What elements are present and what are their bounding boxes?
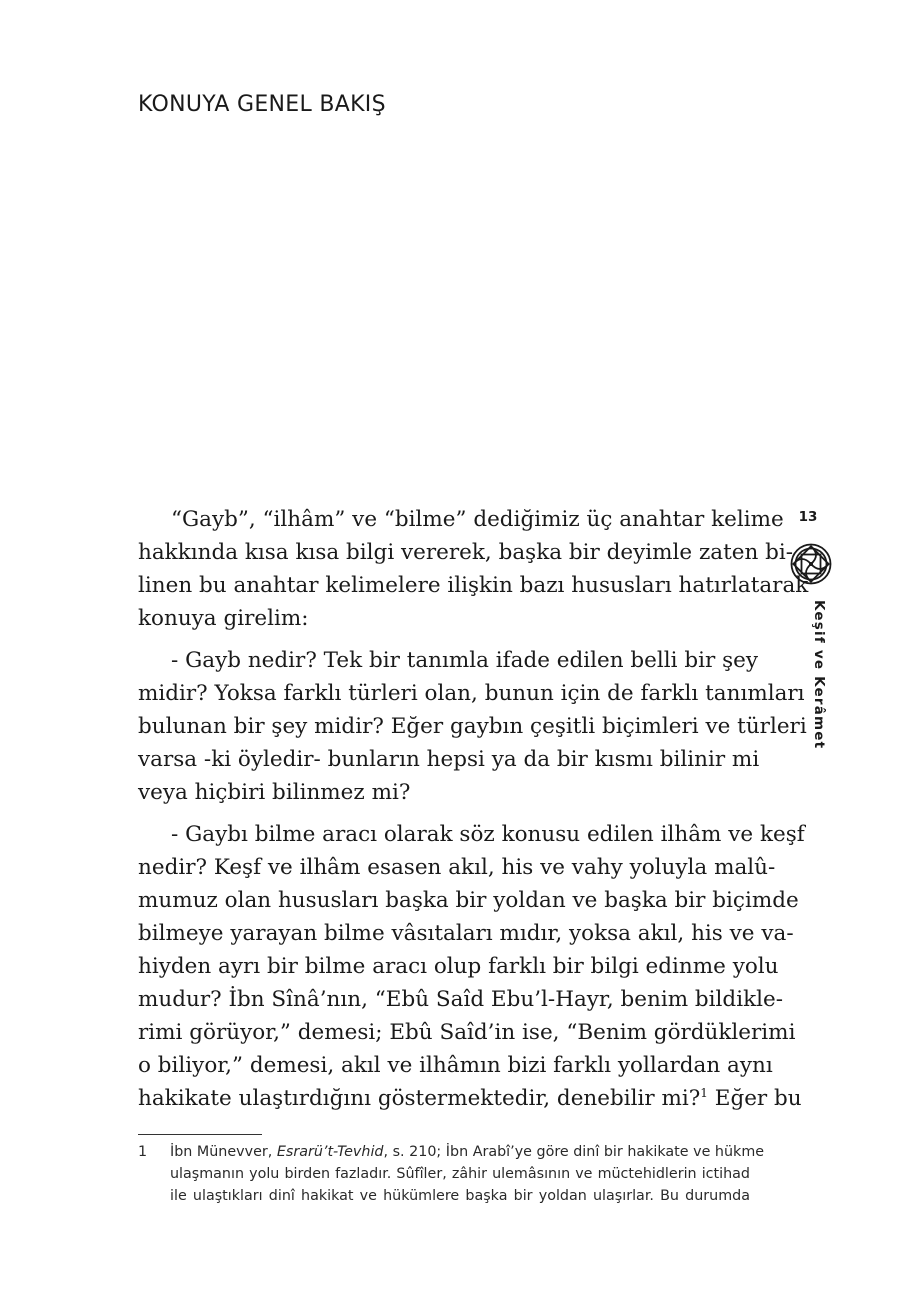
text-line: “Gayb”, “ilhâm” ve “bilme” dediğimiz üç anahtar kelime: [171, 507, 784, 532]
text-line: [138, 1082, 802, 1115]
footnote-book-title: Esrarü’t-Tevhid: [276, 1144, 384, 1160]
footnote-segment: İbn Münevver,: [170, 1144, 277, 1160]
text-line: veya hiçbiri bilinmez mi?: [138, 780, 411, 805]
text-line: - Gaybı bilme aracı olarak söz konusu edilen ilhâm ve keşf: [171, 822, 805, 847]
page-number: 13: [798, 509, 818, 525]
chapter-title: KONUYA GENEL BAKIŞ: [138, 92, 386, 117]
footnote-segment: , s. 210; İbn Arabî’ye göre dinî bir hakikate ve hükme: [383, 1144, 765, 1160]
text-line: midir? Yoksa farklı türleri olan, bunun için de farklı tanımları: [138, 681, 805, 706]
running-title: Keşif ve Kerâmet: [811, 600, 827, 750]
text-segment: Eğer bu: [707, 1086, 802, 1111]
text-line: hakkında kısa kısa bilgi vererek, başka bir deyimle zaten bi-: [138, 540, 794, 565]
footnote-text: [170, 1141, 765, 1207]
text-line: o biliyor,” demesi, akıl ve ilhâmın bizi farklı yollardan aynı: [138, 1053, 773, 1078]
text-line: rimi görüyor,” demesi; Ebû Saîd’in ise, “Benim gördüklerimi: [138, 1020, 796, 1045]
text-line: linen bu anahtar kelimelere ilişkin bazı hususları hatırlatarak: [138, 573, 809, 598]
footnote-line: ile ulaştıkları dinî hakikat ve hükümlere başka bir yoldan ulaşırlar. Bu durumda: [170, 1188, 750, 1204]
footnote-line: ulaşmanın yolu birden fazladır. Sûfîler, zâhir ulemâsının ve müctehidlerin ictihad: [170, 1166, 750, 1182]
footnote-number: 1: [138, 1144, 148, 1160]
text-line: - Gayb nedir? Tek bir tanımla ifade edilen belli bir şey: [171, 648, 759, 673]
text-line: varsa -ki öyledir- bunların hepsi ya da bir kısmı bilinir mi: [138, 747, 760, 772]
text-line: nedir? Keşf ve ilhâm esasen akıl, his ve vahy yoluyla malû-: [138, 855, 776, 880]
footnote-separator: [138, 1134, 262, 1135]
footnote-line: [170, 1141, 765, 1163]
text-line: bulunan bir şey midir? Eğer gaybın çeşitli biçimleri ve türleri: [138, 714, 807, 739]
footnote-reference[interactable]: 1: [700, 1085, 708, 1100]
text-line: mumuz olan hususları başka bir yoldan ve başka bir biçimde: [138, 888, 799, 913]
text-segment: hakikate ulaştırdığını göstermektedir, denebilir mi?: [138, 1086, 701, 1111]
text-line: konuya girelim:: [138, 606, 309, 631]
text-line: hiyden ayrı bir bilme aracı olup farklı bir bilgi edinme yolu: [138, 954, 779, 979]
knot-emblem-icon: [788, 541, 834, 587]
paragraph: [138, 644, 807, 809]
paragraph: [138, 818, 805, 1115]
text-line: bilmeye yarayan bilme vâsıtaları mıdır, yoksa akıl, his ve va-: [138, 921, 794, 946]
text-line: mudur? İbn Sînâ’nın, “Ebû Saîd Ebu’l-Hayr, benim bildikle-: [138, 987, 783, 1012]
